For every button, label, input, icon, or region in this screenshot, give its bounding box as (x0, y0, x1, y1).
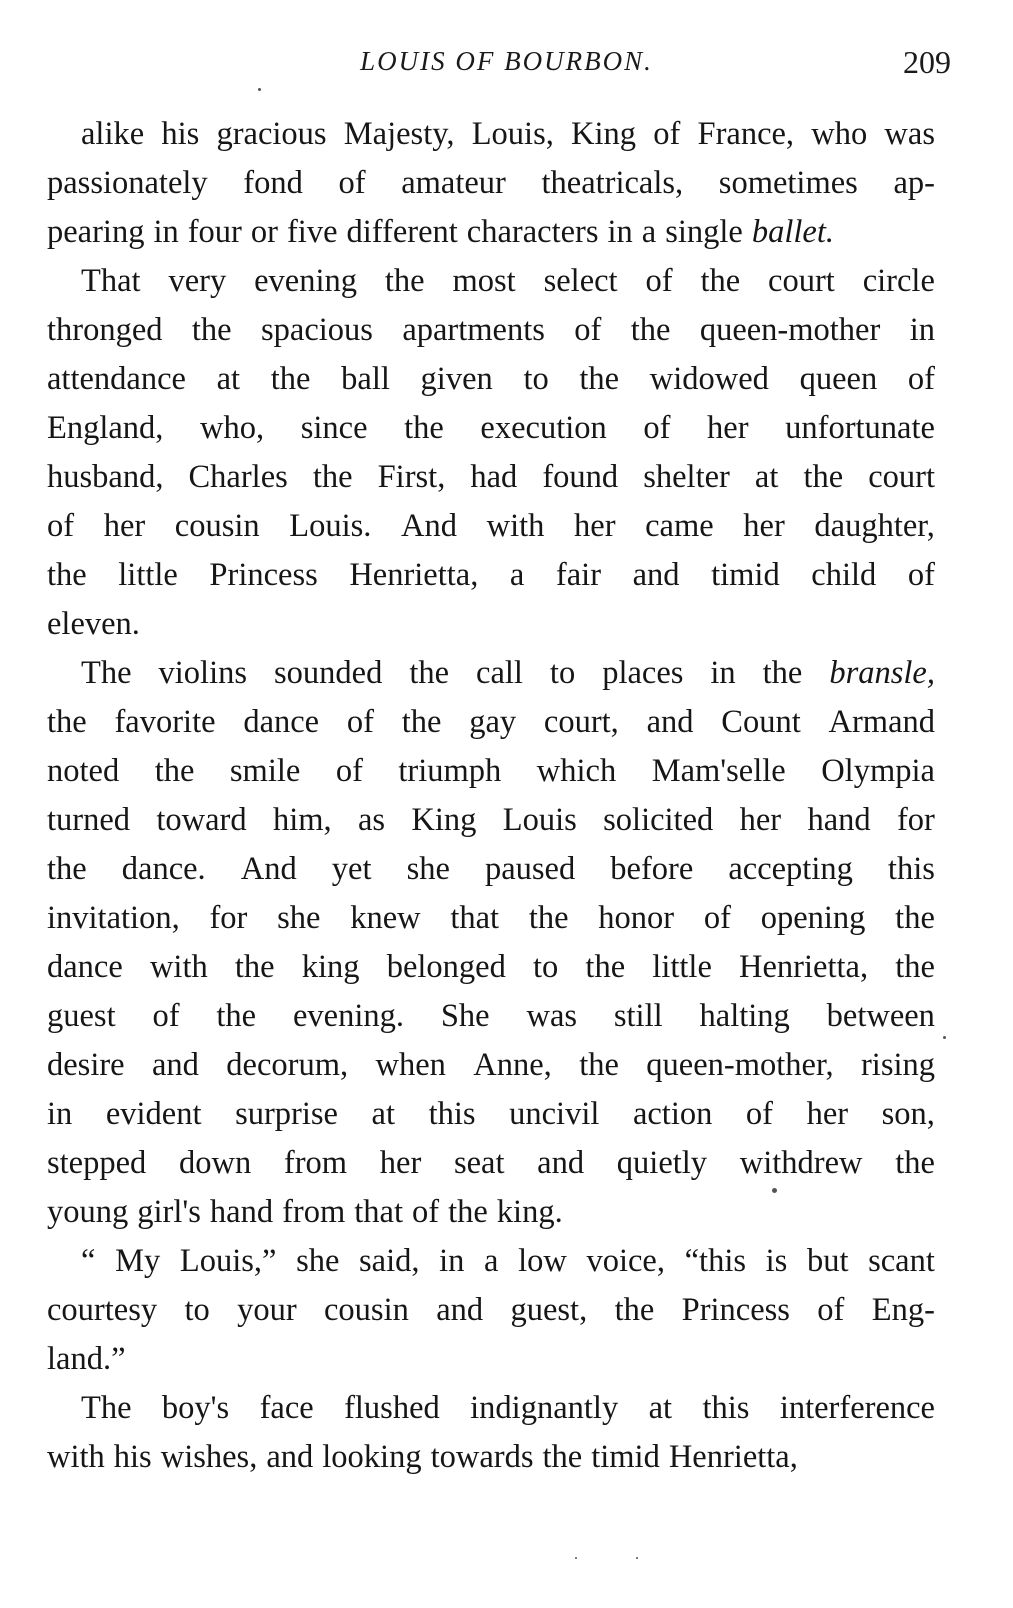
word: at (216, 361, 241, 397)
word: circle (862, 263, 935, 299)
word: the (614, 1292, 655, 1328)
word: paused (484, 851, 576, 887)
word: noted (47, 753, 120, 789)
word: before (610, 851, 694, 887)
word: the (47, 557, 87, 593)
word: low (518, 1243, 567, 1279)
word: court (768, 263, 835, 299)
word: little (652, 949, 712, 985)
word: apartments (402, 312, 545, 348)
word: king. (496, 1194, 563, 1230)
word: very (168, 263, 227, 299)
word: dance. (121, 851, 206, 887)
word: Olympia (821, 753, 935, 789)
word: call (476, 655, 523, 691)
word: face (259, 1390, 314, 1426)
word: indignantly (470, 1390, 619, 1426)
word: honor (598, 900, 675, 936)
word: as (358, 802, 386, 838)
word: of (745, 1096, 773, 1132)
word: evening (254, 263, 357, 299)
word: which (536, 753, 617, 789)
word: gay (469, 704, 517, 740)
word: her (707, 410, 749, 446)
word: the (448, 1194, 488, 1230)
word: hand (209, 1194, 274, 1230)
word: My (115, 1243, 161, 1279)
word: said, (359, 1243, 420, 1279)
text-line (47, 453, 935, 502)
word: that (450, 900, 500, 936)
word: decorum, (226, 1047, 349, 1083)
word: of (338, 165, 366, 201)
word: The (81, 655, 132, 691)
word: the (216, 998, 257, 1034)
word: her (739, 802, 782, 838)
word: down (178, 1145, 252, 1181)
word: Anne, (473, 1047, 552, 1083)
word: her (103, 508, 146, 544)
word: queen (799, 361, 878, 397)
word: action (632, 1096, 713, 1132)
word: most (452, 263, 516, 299)
word: her (806, 1096, 849, 1132)
word: the (542, 1439, 583, 1475)
word: his (161, 116, 200, 152)
word: shelter (643, 459, 730, 495)
word: and (646, 704, 694, 740)
text-line (47, 649, 935, 698)
word: timid (711, 557, 780, 593)
word: places (602, 655, 684, 691)
word: the (47, 704, 87, 740)
word: the (895, 1145, 935, 1181)
word: fond (243, 165, 303, 201)
word: of (703, 900, 731, 936)
text-line (47, 551, 935, 600)
text-line (47, 894, 935, 943)
word: the (895, 900, 935, 936)
word: Louis (502, 802, 577, 838)
word: Charles (188, 459, 288, 495)
paragraph (47, 649, 935, 1237)
word: eleven. (47, 606, 140, 642)
word: girl's (137, 1194, 201, 1230)
word: Princess (209, 557, 318, 593)
word: and (537, 1145, 585, 1181)
word: different (346, 214, 458, 250)
word: Henrietta, (668, 1439, 798, 1475)
word: the (762, 655, 803, 691)
word: surprise (235, 1096, 338, 1132)
word: dance (47, 949, 123, 985)
word: execution (480, 410, 607, 446)
word: of (907, 557, 935, 593)
word: thronged (47, 312, 163, 348)
word: of (412, 1194, 440, 1230)
word: with (47, 1439, 105, 1475)
word: sometimes (718, 165, 858, 201)
word: flushed (344, 1390, 440, 1426)
word: was (884, 116, 935, 152)
text-line (47, 1433, 935, 1482)
word: with (486, 508, 545, 544)
word: in (710, 655, 736, 691)
text-line (47, 404, 935, 453)
word: triumph (398, 753, 502, 789)
paragraph (47, 257, 935, 649)
text-line (47, 257, 935, 306)
word: the (579, 1047, 619, 1083)
word: the (154, 753, 195, 789)
word: First, (377, 459, 446, 495)
word: stepped (47, 1145, 147, 1181)
word: Louis. (289, 508, 372, 544)
word: ap- (893, 165, 935, 201)
text-line (47, 1384, 935, 1433)
text-line (47, 600, 935, 649)
word: evident (105, 1096, 202, 1132)
word: the (191, 312, 232, 348)
word: That (81, 263, 141, 299)
word: queen-mother (699, 312, 881, 348)
word: France, (697, 116, 795, 152)
word: her (574, 508, 616, 544)
print-speck (636, 1557, 638, 1559)
word: and (151, 1047, 199, 1083)
word: wishes, (160, 1439, 258, 1475)
text-line (47, 1335, 935, 1384)
page-number: 209 (903, 44, 951, 80)
word: child (811, 557, 877, 593)
text-line (47, 1286, 935, 1335)
paragraph (47, 1237, 935, 1384)
word: guest, (510, 1292, 588, 1328)
word: in (607, 214, 633, 250)
text-line (47, 845, 935, 894)
word: opening (760, 900, 866, 936)
print-speck (772, 1188, 777, 1193)
word: favorite (114, 704, 216, 740)
word: when (375, 1047, 446, 1083)
word: And (401, 508, 458, 544)
word: dance (243, 704, 320, 740)
word: who, (200, 410, 265, 446)
word: bransle, (829, 655, 935, 691)
word: England, (47, 410, 164, 446)
word: cousin (174, 508, 260, 544)
word: little (118, 557, 178, 593)
word: characters (466, 214, 599, 250)
text-line (47, 1237, 935, 1286)
word: of (907, 361, 935, 397)
word: the (528, 900, 569, 936)
word: of (152, 998, 180, 1034)
word: of (643, 410, 671, 446)
text-line (47, 698, 935, 747)
word: the (312, 459, 353, 495)
word: with (149, 949, 208, 985)
word: the (895, 949, 935, 985)
word: four (187, 214, 242, 250)
word: for (209, 900, 248, 936)
word: king (301, 949, 360, 985)
word: this (428, 1096, 476, 1132)
word: of (574, 312, 602, 348)
word: found (542, 459, 619, 495)
word: of (653, 116, 681, 152)
word: a (641, 214, 657, 250)
word: the (585, 949, 626, 985)
word: toward (156, 802, 247, 838)
word: and (266, 1439, 314, 1475)
word: pearing (47, 214, 145, 250)
word: him, (272, 802, 332, 838)
word: of (645, 263, 673, 299)
text-line (47, 1090, 935, 1139)
paragraph (47, 1384, 935, 1482)
text-line (47, 208, 935, 257)
word: amateur (401, 165, 506, 201)
word: hand (807, 802, 871, 838)
text-line (47, 992, 935, 1041)
word: Eng- (871, 1292, 935, 1328)
word: her (743, 508, 785, 544)
word: that (354, 1194, 403, 1230)
word: to (532, 949, 559, 985)
word: she (277, 900, 321, 936)
word: since (300, 410, 368, 446)
word: solicited (603, 802, 714, 838)
text-line (47, 110, 935, 159)
paragraph (47, 110, 935, 257)
word: the (401, 704, 442, 740)
word: passionately (47, 165, 208, 201)
word: from (282, 1194, 346, 1230)
word: yet (331, 851, 372, 887)
word: the (409, 655, 450, 691)
text-line (47, 1139, 935, 1188)
word: withdrew (739, 1145, 863, 1181)
word: scant (868, 1243, 935, 1279)
word: in (47, 1096, 73, 1132)
word: violins (158, 655, 248, 691)
word: alike (81, 116, 145, 152)
word: his (113, 1439, 152, 1475)
word: in (153, 214, 179, 250)
word: in (439, 1243, 465, 1279)
word: select (543, 263, 618, 299)
word: this (887, 851, 935, 887)
word: still (613, 998, 663, 1034)
word: unfortunate (785, 410, 935, 446)
word: quietly (616, 1145, 708, 1181)
word: your (237, 1292, 297, 1328)
word: husband, (47, 459, 164, 495)
text-line (47, 943, 935, 992)
word: cousin (324, 1292, 409, 1328)
word: voice, (586, 1243, 665, 1279)
word: looking (322, 1439, 422, 1475)
word: “ (81, 1243, 96, 1279)
word: at (371, 1096, 396, 1132)
word: five (286, 214, 338, 250)
word: of (335, 753, 363, 789)
word: sounded (274, 655, 383, 691)
word: this (702, 1390, 750, 1426)
word: theatricals, (541, 165, 684, 201)
text-line (47, 747, 935, 796)
word: who (811, 116, 868, 152)
text-line (47, 502, 935, 551)
word: She (440, 998, 490, 1034)
word: son, (881, 1096, 935, 1132)
word: court (868, 459, 935, 495)
word: Louis, (471, 116, 554, 152)
word: queen-mother, (646, 1047, 834, 1083)
word: the (384, 263, 425, 299)
word: came (645, 508, 714, 544)
word: the (47, 851, 87, 887)
word: given (420, 361, 493, 397)
word: spacious (261, 312, 373, 348)
text-line (47, 796, 935, 845)
word: Mam'selle (651, 753, 786, 789)
word: Henrietta, (739, 949, 869, 985)
word: the (700, 263, 741, 299)
word: invitation, (47, 900, 180, 936)
print-speck (575, 1557, 577, 1559)
word: land.” (47, 1341, 126, 1377)
word: “this (684, 1243, 746, 1279)
word: ball (341, 361, 390, 397)
word: to (184, 1292, 210, 1328)
text-line (47, 1188, 935, 1237)
word: court, (543, 704, 619, 740)
text-line (47, 355, 935, 404)
word: had (470, 459, 518, 495)
word: single (665, 214, 743, 250)
word: King (411, 802, 477, 838)
word: of (47, 508, 75, 544)
word: towards (430, 1439, 534, 1475)
word: desire (47, 1047, 125, 1083)
word: Henrietta, (349, 557, 479, 593)
word: the (404, 410, 444, 446)
word: for (896, 802, 935, 838)
word: smile (229, 753, 301, 789)
word: Count (721, 704, 801, 740)
word: the (270, 361, 311, 397)
word: widowed (649, 361, 769, 397)
word: or (250, 214, 278, 250)
word: timid (591, 1439, 660, 1475)
print-speck (943, 1036, 946, 1039)
running-title: LOUIS OF BOURBON. (360, 46, 653, 76)
word: fair (555, 557, 602, 593)
word: Armand (828, 704, 935, 740)
word: The (81, 1390, 132, 1426)
word: boy's (161, 1390, 230, 1426)
word: to (549, 655, 576, 691)
body-text (47, 110, 935, 1482)
word: was (526, 998, 578, 1034)
text-line (47, 306, 935, 355)
word: a (484, 1243, 499, 1279)
word: evening. (292, 998, 404, 1034)
word: Louis,” (179, 1243, 277, 1279)
word: between (826, 998, 935, 1034)
word: and (436, 1292, 484, 1328)
word: a (509, 557, 525, 593)
word: uncivil (509, 1096, 600, 1132)
word: daughter, (814, 508, 935, 544)
word: interference (779, 1390, 935, 1426)
word: halting (699, 998, 790, 1034)
word: accepting (728, 851, 853, 887)
word: from (283, 1145, 348, 1181)
print-speck (258, 88, 261, 91)
word: the (579, 361, 620, 397)
word: is (765, 1243, 788, 1279)
text-line (47, 1041, 935, 1090)
word: gracious (216, 116, 327, 152)
word: she (406, 851, 450, 887)
word: young (47, 1194, 129, 1230)
word: seat (453, 1145, 505, 1181)
word: her (379, 1145, 422, 1181)
word: turned (47, 802, 131, 838)
word: guest (47, 998, 116, 1034)
word: and (632, 557, 680, 593)
word: knew (350, 900, 421, 936)
word: at (648, 1390, 673, 1426)
word: of (817, 1292, 845, 1328)
word: Majesty, (343, 116, 455, 152)
word: in (909, 312, 935, 348)
text-line (47, 159, 935, 208)
word: the (630, 312, 671, 348)
word: to (523, 361, 549, 397)
word: the (803, 459, 844, 495)
word: rising (860, 1047, 935, 1083)
word: Princess (681, 1292, 790, 1328)
word: but (806, 1243, 849, 1279)
word: courtesy (47, 1292, 158, 1328)
word: the (234, 949, 275, 985)
word: belonged (386, 949, 506, 985)
word: she (296, 1243, 340, 1279)
word: of (346, 704, 374, 740)
word: at (754, 459, 779, 495)
word: ballet. (751, 214, 834, 250)
word: And (240, 851, 297, 887)
word: King (571, 116, 637, 152)
word: attendance (47, 361, 186, 397)
